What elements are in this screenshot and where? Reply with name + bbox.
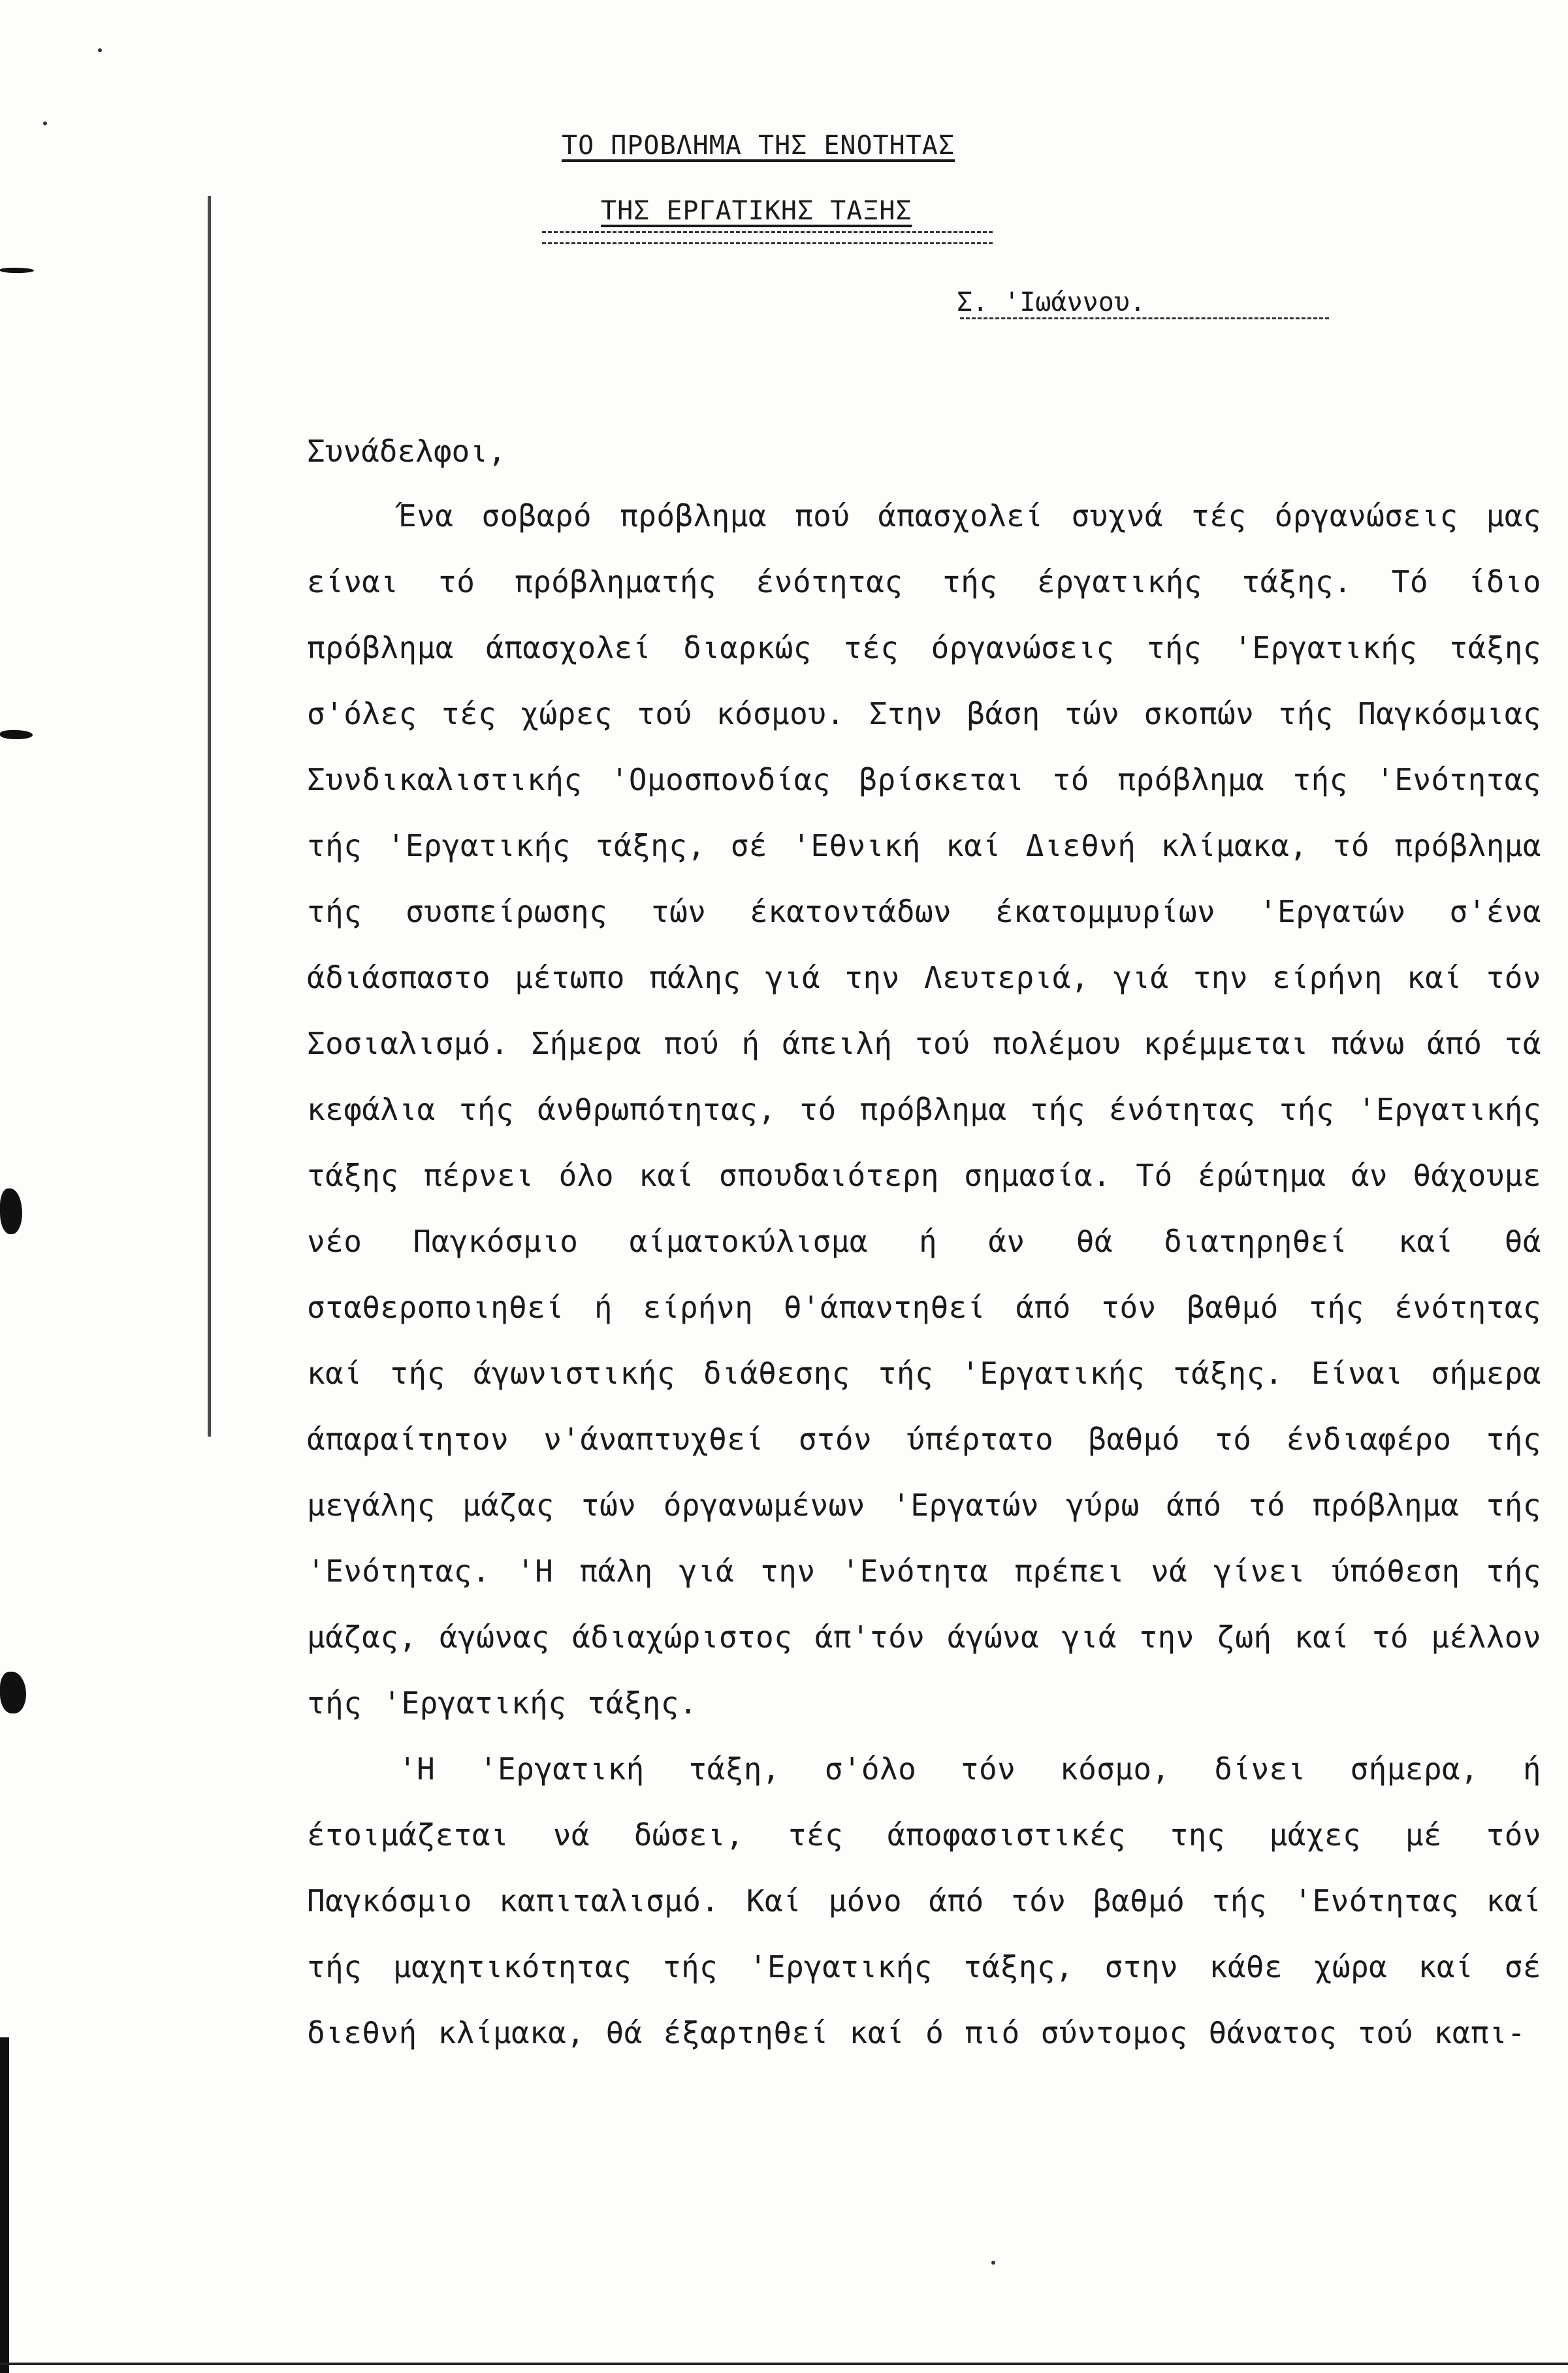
title-double-rule: [542, 231, 993, 244]
scan-bottom-rule: [0, 2363, 1568, 2365]
scan-margin-line: [208, 196, 211, 1437]
scan-blot: [0, 1672, 26, 1713]
scan-speck: [991, 2261, 995, 2265]
paragraph: 'Η 'Εργατική τάξη, σ'όλο τόν κόσμο, δίνει σήμερα, ή έτοιμάζεται νά δώσει, τές άποφασιστικές της μάχες μέ τόν Παγκόσμιο καπιταλισμό. Καί μόνο άπό τόν βαθμό τής 'Ενότητας καί τής μαχητικότητας τής 'Εργατικής τάξης, στην κάθε χώρα καί σέ διεθνή κλίμακα, θά έξαρτηθεί καί ό πιό σύντομος θάνατος τού καπι-: [307, 1751, 1541, 2050]
scan-blot: [0, 730, 33, 739]
salutation: Συνάδελφοι,: [307, 434, 506, 469]
scan-speck: [43, 121, 47, 125]
paragraph: Ένα σοβαρό πρόβλημα πού άπασχολεί συχνά τές όργανώσεις μας είναι τό πρόβληματής ένότητας τής έργατικής τάξης. Τό ίδιο πρόβλημα άπασχολεί διαρκώς τές όργανώσεις τής 'Εργατικής τάξης σ'όλες τές χώρες τού κόσμου. Στην βάση τών σκοπών τής Παγκόσμιας Συνδικαλιστικής 'Ομοσπονδίας βρίσκεται τό πρόβλημα τής 'Ενότητας τής 'Εργατικής τάξης, σέ 'Εθνική καί Διεθνή κλίμακα, τό πρόβλημα τής συσπείρωσης τών έκατοντάδων έκατομμυρίων 'Εργατών σ'ένα άδιάσπαστο μέτωπο πάλης γιά την Λευτεριά, γιά την είρήνη καί τόν Σοσιαλισμό. Σήμερα πού ή άπειλή τού πολέμου κρέμμεται πάνω άπό τά κεφάλια τής άνθρωπότητας, τό πρόβλημα τής ένότητας τής 'Εργατικής τάξης πέρνει όλο καί σπουδαιότερη σημασία. Τό έρώτημα άν θάχουμε νέο Παγκόσμιο αίματοκύλισμα ή άν θά διατηρηθεί καί θά σταθεροποιηθεί ή είρήνη θ'άπαντηθεί άπό τόν βαθμό τής ένότητας καί τής άγωνιστικής διάθεσης τής 'Εργατικής τάξης. Είναι σήμερα άπαραίτητον ν'άναπτυχθεί στόν ύπέρτατο βαθμό τό ένδιαφέρο τής μεγάλης μάζας τών όργανωμένων 'Εργατών γύρω άπό τό πρόβλημα τής 'Ενότητας. 'Η πάλη γιά την 'Ενότητα πρέπει νά γίνει ύπόθεση τής μάζας, άγώνας άδιαχώριστος άπ'τόν άγώνα γιά την ζωή καί τό μέλλον τής 'Εργατικής τάξης.: [307, 498, 1541, 1721]
scan-speck: [98, 48, 102, 52]
scan-edge-bar: [0, 2037, 9, 2373]
document-title: ΤΟ ΠΡΟΒΛΗΜΑ ΤΗΣ ΕΝΟΤΗΤΑΣ: [562, 131, 955, 161]
document-body: [307, 483, 1541, 2066]
document-subtitle: ΤΗΣ ΕΡΓΑΤΙΚΗΣ ΤΑΞΗΣ: [601, 196, 912, 226]
document-author: Σ. 'Ιωάννου.: [957, 287, 1145, 317]
scan-blot: [0, 1188, 22, 1234]
scan-blot: [0, 268, 34, 273]
author-rule: [960, 317, 1329, 319]
